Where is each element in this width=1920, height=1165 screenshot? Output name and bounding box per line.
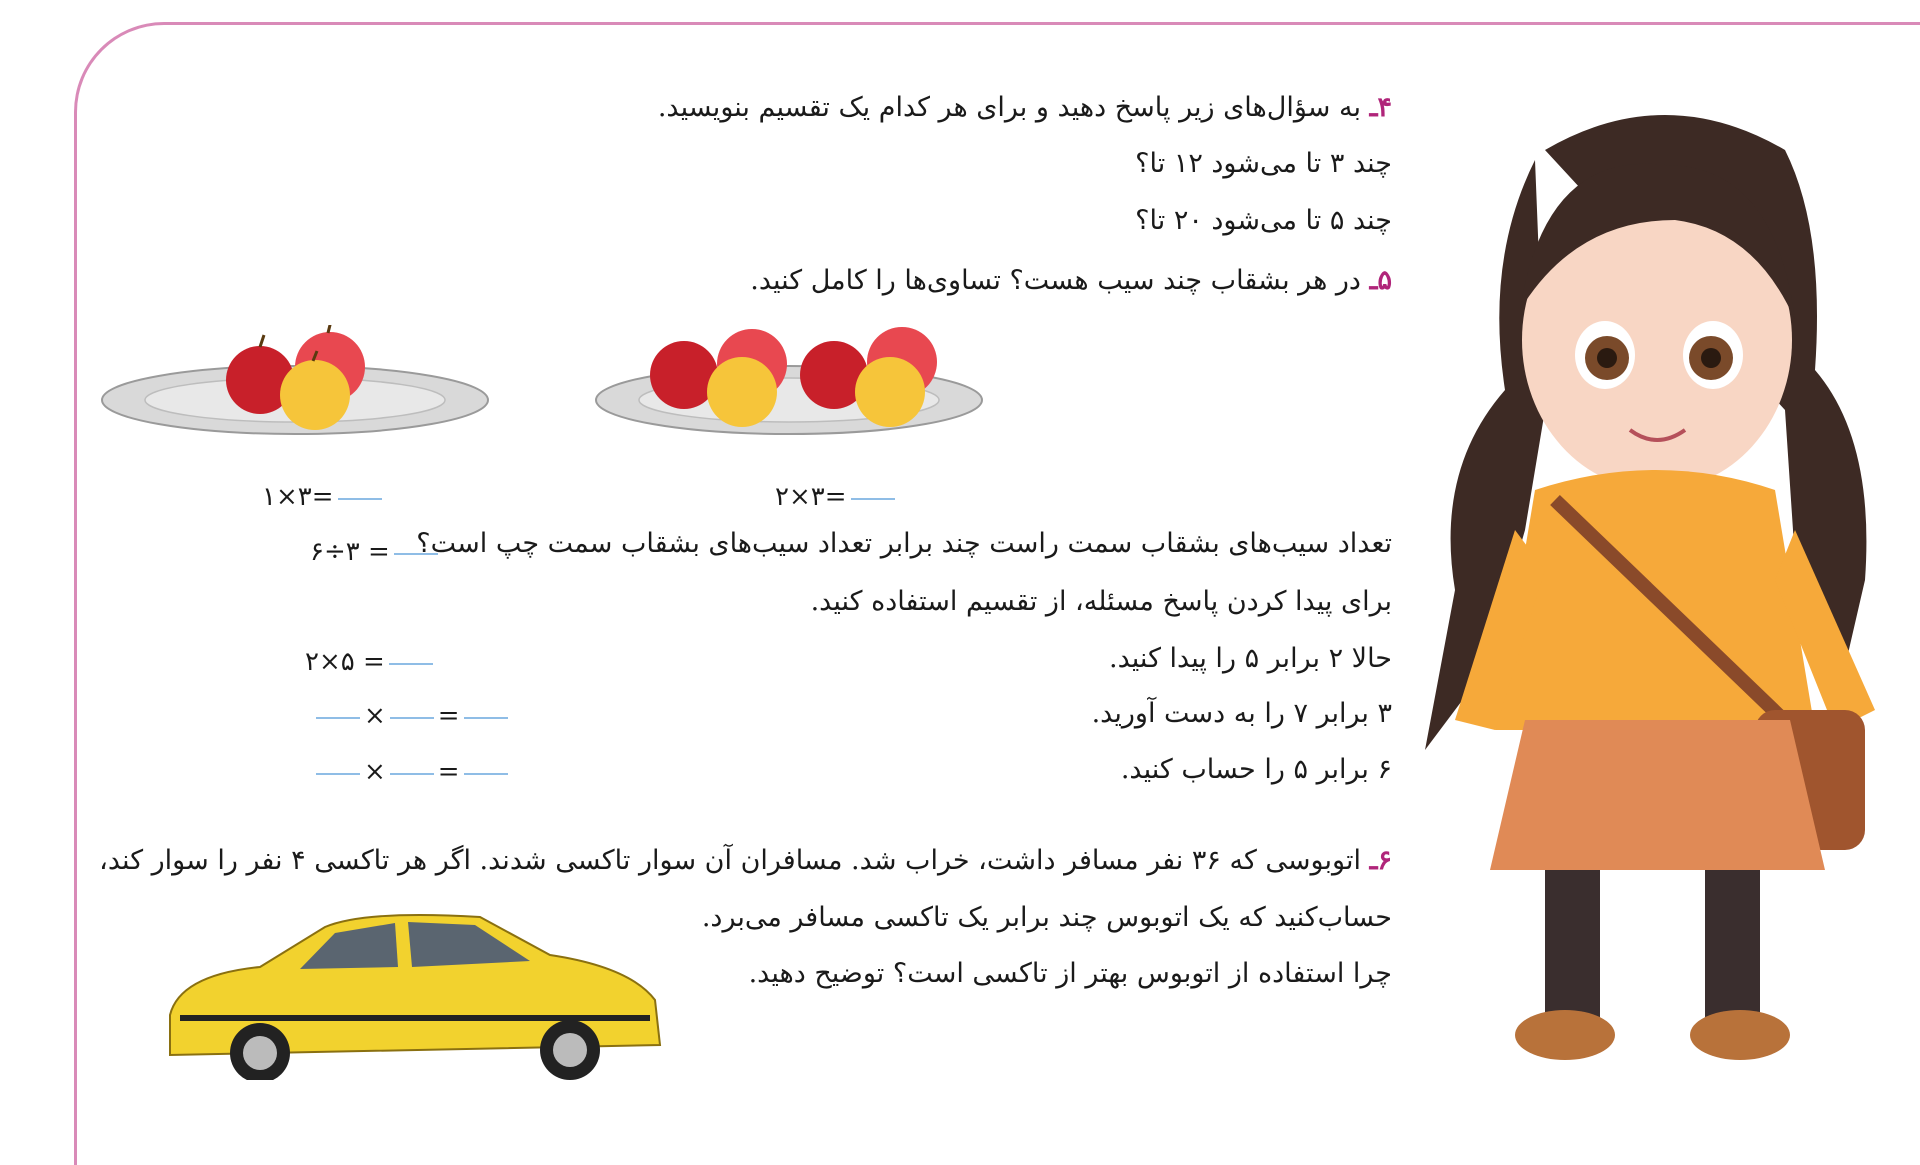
plate-right [592,320,987,445]
answer-blank[interactable] [390,716,434,719]
answer-blank[interactable] [394,552,438,555]
q5-task-1: حالا ۲ برابر ۵ را پیدا کنید. [1109,643,1392,674]
q6-line-1 [99,845,1392,876]
division-equation [310,537,442,567]
q4-number: ۴ـ [1369,92,1392,123]
answer-blank[interactable] [464,716,508,719]
answer-blank[interactable] [389,662,433,665]
q5-compare: تعداد سیب‌های بشقاب سمت راست چند برابر تعداد سیب‌های بشقاب سمت چپ است؟ [416,528,1392,559]
blank-equation-1 [312,701,512,731]
plate-left [100,325,495,445]
q5-task-3: ۶ برابر ۵ را حساب کنید. [1120,754,1392,785]
mul-eq-text: ۲×۵ = [305,647,385,677]
left-plate-equation [262,482,386,512]
right-plate-equation [775,482,899,512]
right-eq-text: ۲×۳= [775,482,847,512]
wheel [540,1020,600,1080]
answer-blank[interactable] [316,772,360,775]
blank-equation-2 [312,757,512,787]
answer-blank[interactable] [851,497,895,500]
girl-character-illustration [1395,110,1920,1080]
eye [1575,321,1635,389]
multiplication-equation [305,647,437,677]
q5-hint: برای پیدا کردن پاسخ مسئله، از تقسیم استفاده کنید. [810,586,1392,617]
q6-number: ۶ـ [1369,845,1392,876]
apple-yellow [707,357,777,427]
left-eq-text: ۱×۳= [262,482,334,512]
equals-sign: = [437,701,460,731]
answer-blank[interactable] [390,772,434,775]
answer-blank[interactable] [464,772,508,775]
answer-blank[interactable] [338,497,382,500]
q5-number: ۵ـ [1369,265,1392,296]
taxi-illustration [150,905,670,1080]
times-sign: × [364,757,386,787]
q4-text: به سؤال‌های زیر پاسخ دهید و برای هر کدام یک تقسیم بنویسید. [657,92,1361,123]
q5-header [750,265,1392,296]
q5-text: در هر بشقاب چند سیب هست؟ تساوی‌ها را کامل کنید. [750,265,1361,296]
q4-item-2: چند ۵ تا می‌شود ۲۰ تا؟ [1135,205,1392,236]
apple-yellow [855,357,925,427]
times-sign: × [364,701,386,731]
answer-blank[interactable] [316,716,360,719]
div-eq-text: ۶÷۳ = [310,537,390,567]
q6-line-3: چرا استفاده از اتوبوس بهتر از تاکسی است؟ توضیح دهید. [748,958,1392,989]
q6-line-2: حساب‌کنید که یک اتوبوس چند برابر یک تاکسی مسافر می‌برد. [701,902,1392,933]
q4-item-1: چند ۳ تا می‌شود ۱۲ تا؟ [1135,148,1392,179]
equals-sign: = [437,757,460,787]
q6-text: اتوبوسی که ۳۶ نفر مسافر داشت، خراب شد. مسافران آن سوار تاکسی شدند. اگر هر تاکسی ۴ نفر را سوار کند، [99,845,1361,876]
eye [1683,321,1743,389]
q5-task-2: ۳ برابر ۷ را به دست آورید. [1091,698,1392,729]
q4-header [658,92,1392,123]
